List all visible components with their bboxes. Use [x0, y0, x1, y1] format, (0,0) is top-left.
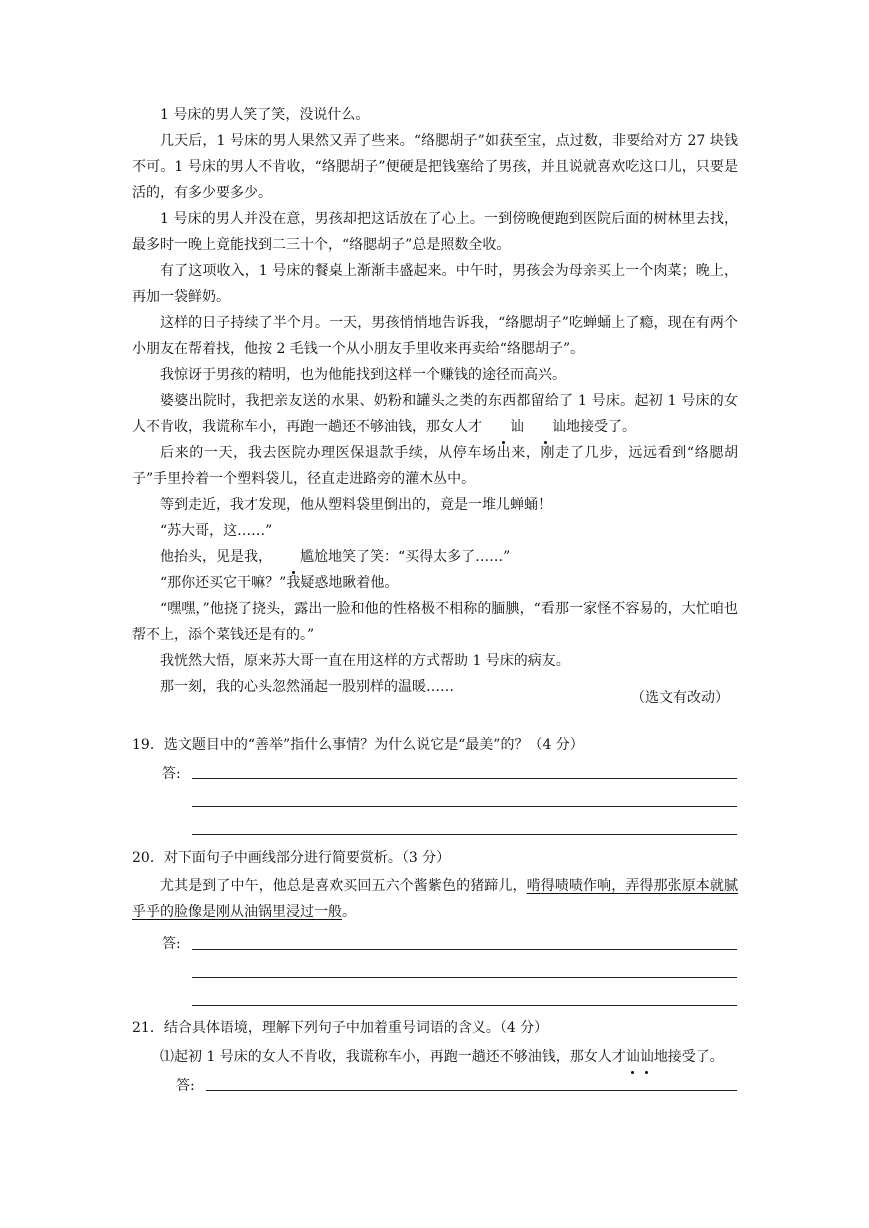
answer-line-19-3[interactable] — [192, 834, 737, 835]
story-paragraph-13: “嘿嘿，”他挠了挠头，露出一脸和他的性格极不相称的腼腆，“看那一家怪不容易的，大忙咱也帮不上，添个菜钱还是有的。” — [132, 601, 738, 643]
story-paragraph-8: 后来的一天，我去医院办理医保退款手续，从停车场出来，刚走了几步，远远看到“络腮胡子”手里拎着一个塑料袋儿，径直走进路旁的灌木丛中。 — [132, 445, 738, 487]
answer-label-19: 答: — [162, 766, 181, 782]
emphasis-char: 讪 — [640, 1044, 654, 1070]
story-paragraph-2: 几天后，1 号床的男人果然又弄了些来。“络腮胡子”如获至宝，点过数，非要给对方 27 块钱不可。1 号床的男人不肯收，“络腮胡子”便硬是把钱塞给了男孩，并且说就喜欢吃这口儿，只要是活的，有多少要多少。 — [132, 133, 738, 201]
answer-line-19-2[interactable] — [192, 806, 737, 807]
story-paragraph-15: 那一刻，我的心头忽然涌起一股别样的温暖…… — [160, 679, 454, 695]
question-21-item-1 — [160, 1044, 724, 1070]
quote-end: 。 — [342, 904, 356, 920]
story-paragraph-3: 1 号床的男人并没在意，男孩却把这话放在了心上。一到傍晚便跑到医院后面的树林里去找，最多时一晚上竟能找到二三十个，“络腮胡子”总是照数全收。 — [132, 211, 738, 253]
story-paragraph-11-end: 尬地笑了笑：“买得太多了……” — [314, 549, 511, 565]
question-21-item-1-end: 地接受了。 — [653, 1049, 724, 1065]
story-paragraph-4: 有了这项收入，1 号床的餐桌上渐渐丰盛起来。中午时，男孩会为母亲买上一个肉菜；晚上，再加一袋鲜奶。 — [132, 263, 738, 305]
answer-line-21-1[interactable] — [206, 1090, 737, 1091]
question-20: 20．对下面句子中画线部分进行简要赏析。（3 分） — [132, 850, 451, 866]
underlined-phrase-cont: 张原本就腻乎乎的脸像是刚从油锅里浸过一般 — [132, 878, 739, 920]
story-paragraph-14: 我恍然大悟，原来苏大哥一直在用这样的方式帮助 1 号床的病友。 — [160, 653, 570, 669]
question-19: 19．选文题目中的“善举”指什么事情？为什么说它是“最美”的？（4 分） — [132, 737, 584, 753]
question-21-item-1-text: ⑴起初 1 号床的女人不肯收，我谎称车小，再跑一趟还不够油钱，那女人才 — [160, 1049, 626, 1065]
emphasis-char: 讪 — [626, 1044, 640, 1070]
answer-line-19-1[interactable] — [192, 778, 737, 779]
story-paragraph-11 — [132, 544, 738, 570]
story-paragraph-5: 这样的日子持续了半个月。一天，男孩悄悄地告诉我，“络腮胡子”吃蝉蛹上了瘾，现在有两个小朋友在帮着找，他按 2 毛钱一个从小朋友手里收来再卖给“络腮胡子”。 — [132, 315, 738, 357]
story-paragraph-10: “苏大哥，这……” — [160, 523, 273, 539]
story-paragraph-7-text: 婆婆出院时，我把亲友送的水果、奶粉和罐头之类的东西都留给了 1 号床。起初 1 号床的女人不肯收，我谎称车小，再跑一趟还不够油钱，那女人才 — [132, 393, 738, 435]
emphasis-char: 讪 — [524, 414, 566, 440]
story-paragraph-11-text: 他抬头，见是我， — [160, 549, 272, 565]
story-paragraph-12: “那你还买它干嘛？”我疑惑地瞅着他。 — [160, 575, 399, 591]
story-paragraph-9: 等到走近，我才发现，他从塑料袋里倒出的，竟是一堆儿蝉蛹！ — [160, 497, 552, 513]
quote-text: 尤其是到了中午，他总是喜欢买回五六个酱紫色的猪蹄儿， — [160, 878, 527, 894]
answer-label-21: 答: — [176, 1078, 195, 1094]
answer-line-20-2[interactable] — [192, 977, 737, 978]
emphasis-char: 尴 — [272, 544, 314, 570]
underlined-phrase: 啃得啧啧作响，弄得那 — [526, 878, 668, 894]
story-paragraph-7-end: 地接受了。 — [566, 419, 636, 435]
question-20-quote — [132, 873, 738, 925]
answer-line-20-1[interactable] — [192, 949, 737, 950]
story-paragraph-7 — [132, 388, 738, 440]
story-paragraph-6: 我惊讶于男孩的精明，也为他能找到这样一个赚钱的途径而高兴。 — [160, 367, 566, 383]
answer-label-20: 答: — [162, 936, 181, 952]
emphasis-char: 讪 — [482, 414, 524, 440]
story-paragraph-1: 1 号床的男人笑了笑，没说什么。 — [160, 107, 370, 123]
source-note: （选文有改动） — [631, 690, 729, 706]
question-21: 21．结合具体语境，理解下列句子中加着重号词语的含义。（4 分） — [132, 1020, 549, 1036]
answer-line-20-3[interactable] — [192, 1005, 737, 1006]
